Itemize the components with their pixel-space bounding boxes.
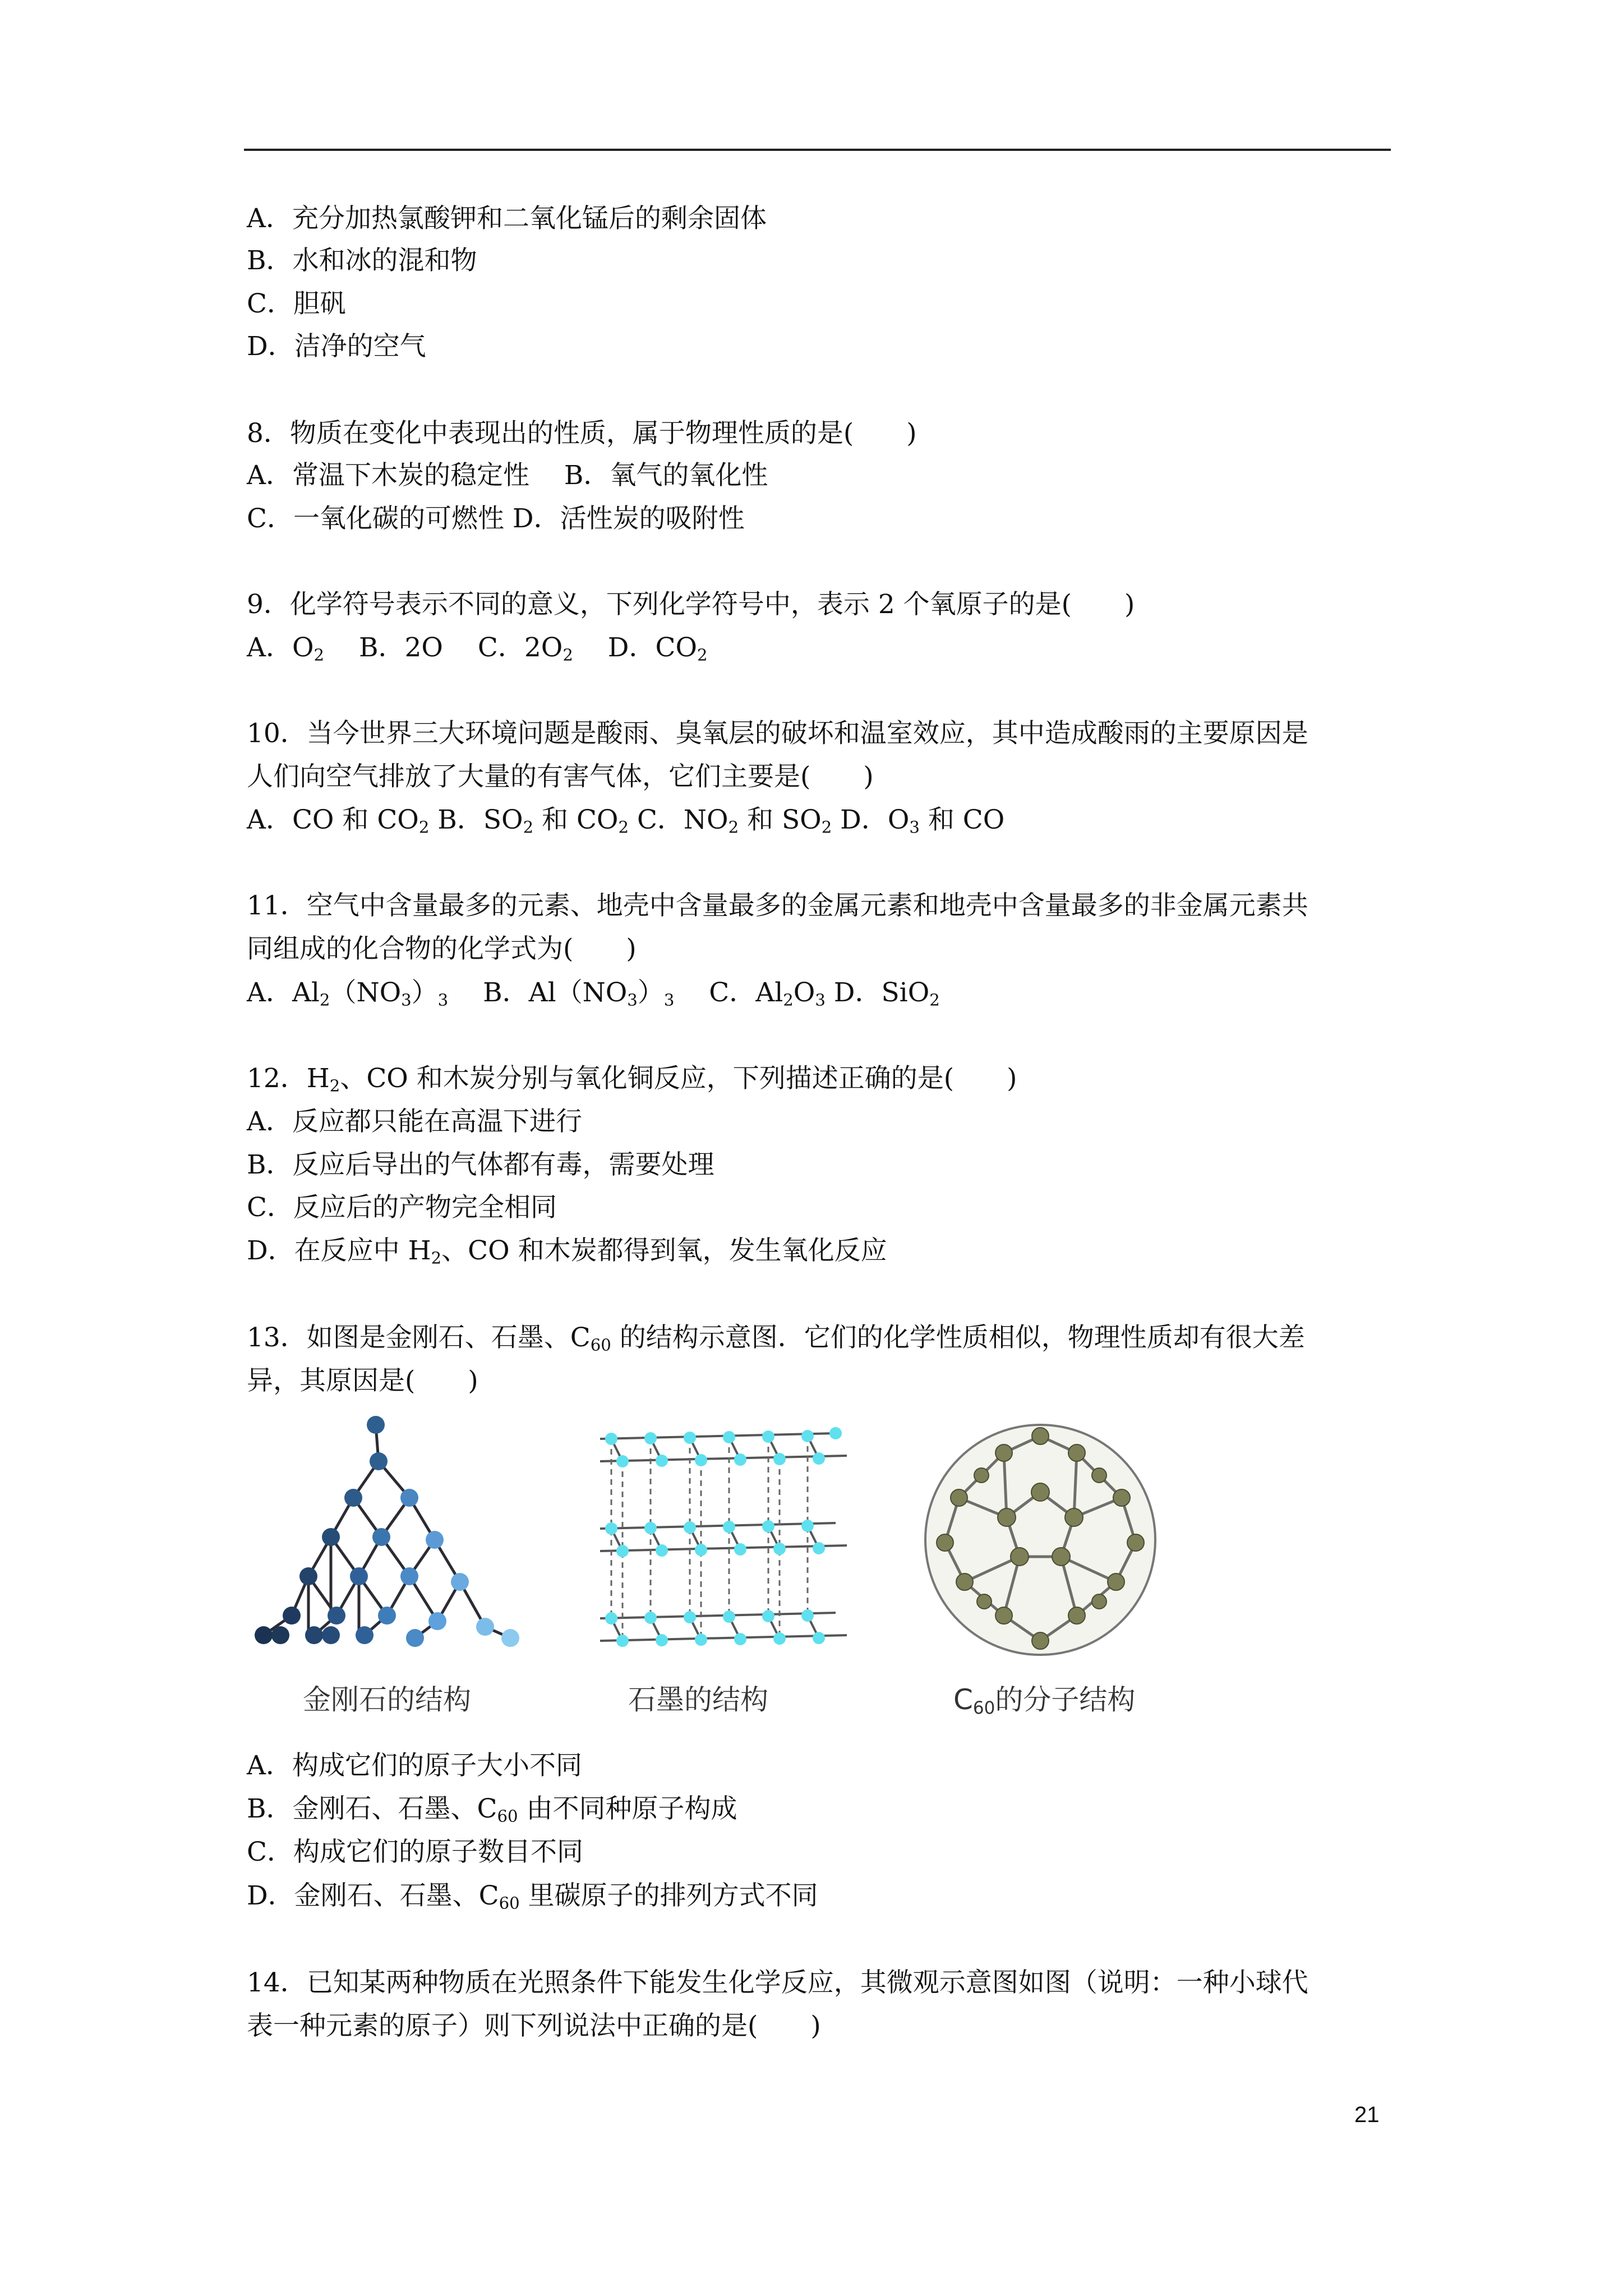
q10-stem-line1: 10．当今世界三大环境问题是酸雨、臭氧层的破坏和温室效应，其中造成酸雨的主要原因是 bbox=[247, 718, 1308, 749]
q14-stem-line1: 14．已知某两种物质在光照条件下能发生化学反应，其微观示意图如图（说明：一种小球代 bbox=[247, 1967, 1308, 1998]
q9-option-b: B．2O bbox=[332, 632, 469, 663]
q7-option-b: B．水和冰的混和物 bbox=[247, 245, 477, 276]
q8-options-ab: A．常温下木炭的稳定性 B．氧气的氧化性 bbox=[247, 460, 768, 491]
q10-options: A．CO 和 $CO_2$ B．$SO_2$ 和 $CO_2$ C．$NO_2$ 和 $SO_2$ D．$O_3$ 和 CO bbox=[247, 804, 1005, 837]
diamond-caption: 金刚石的结构 bbox=[303, 1683, 471, 1716]
q9-option-a: A．O bbox=[247, 632, 314, 663]
q7-option-d: D．洁净的空气 bbox=[247, 331, 426, 362]
q7-option-a: A．充分加热氯酸钾和二氧化锰后的剩余固体 bbox=[247, 203, 767, 234]
q11-stem-line2: 同组成的化合物的化学式为( ) bbox=[247, 933, 637, 964]
q13-option-d: D．金刚石、石墨、$C_{60}$ 里碳原子的排列方式不同 bbox=[247, 1880, 818, 1913]
q9-stem: 9．化学符号表示不同的意义，下列化学符号中，表示 2 个氧原子的是( ) bbox=[247, 589, 1135, 620]
c60-caption: $C_{60}$的分子结构 bbox=[953, 1683, 1136, 1718]
q11-stem-line1: 11．空气中含量最多的元素、地壳中含量最多的金属元素和地壳中含量最多的非金属元素共 bbox=[247, 890, 1308, 921]
q13-option-c: C．构成它们的原子数目不同 bbox=[247, 1837, 583, 1867]
q12-stem: 12．$H_2$、CO 和木炭分别与氧化铜反应，下列描述正确的是( ) bbox=[247, 1063, 1017, 1096]
q8-options-cd: C．一氧化碳的可燃性 D．活性炭的吸附性 bbox=[247, 503, 745, 534]
q9-option-c: C．2O bbox=[477, 632, 563, 663]
q11-options: A．$Al_2(NO_3)_3$ B．$Al(NO_3)_3$ C．$Al_2O_3$ D．SiO$_2$ bbox=[247, 977, 940, 1010]
graphite-caption: 石墨的结构 bbox=[628, 1683, 768, 1716]
q13-option-a: A．构成它们的原子大小不同 bbox=[247, 1750, 582, 1781]
q8-stem: 8．物质在变化中表现出的性质，属于物理性质的是( ) bbox=[247, 418, 917, 449]
q12-option-c: C．反应后的产物完全相同 bbox=[247, 1192, 557, 1223]
q14-stem-line2: 表一种元素的原子）则下列说法中正确的是( ) bbox=[247, 2010, 821, 2041]
q13-stem-line2: 异，其原因是( ) bbox=[247, 1365, 478, 1396]
q9-option-d: D．CO bbox=[581, 632, 697, 663]
q13-option-b: B．金刚石、石墨、$C_{60}$ 由不同种原子构成 bbox=[247, 1793, 737, 1826]
q12-option-a: A．反应都只能在高温下进行 bbox=[247, 1106, 582, 1137]
q13-stem-line1: 13．如图是金刚石、石墨、$C_{60}$ 的结构示意图．它们的化学性质相似，物理性质却有很大差 bbox=[247, 1322, 1305, 1355]
q7-option-c: C．胆矾 bbox=[247, 288, 346, 319]
q12-option-b: B．反应后导出的气体都有毒，需要处理 bbox=[247, 1149, 714, 1180]
carbon-structures-figure bbox=[247, 1414, 1200, 1728]
q9-options: A．$O_2$ B．2O C．$2O_2$ D．$CO_2$ bbox=[247, 632, 708, 665]
q10-stem-line2: 人们向空气排放了大量的有害气体，它们主要是( ) bbox=[247, 761, 874, 792]
c60-structure-image bbox=[914, 1414, 1172, 1672]
header-rule bbox=[244, 149, 1391, 151]
graphite-structure-image bbox=[589, 1414, 858, 1672]
q12-option-d: D．在反应中 $H_2$、CO 和木炭都得到氧，发生氧化反应 bbox=[247, 1235, 887, 1268]
diamond-structure-image bbox=[247, 1414, 538, 1672]
page-number: 21 bbox=[1354, 2102, 1380, 2127]
